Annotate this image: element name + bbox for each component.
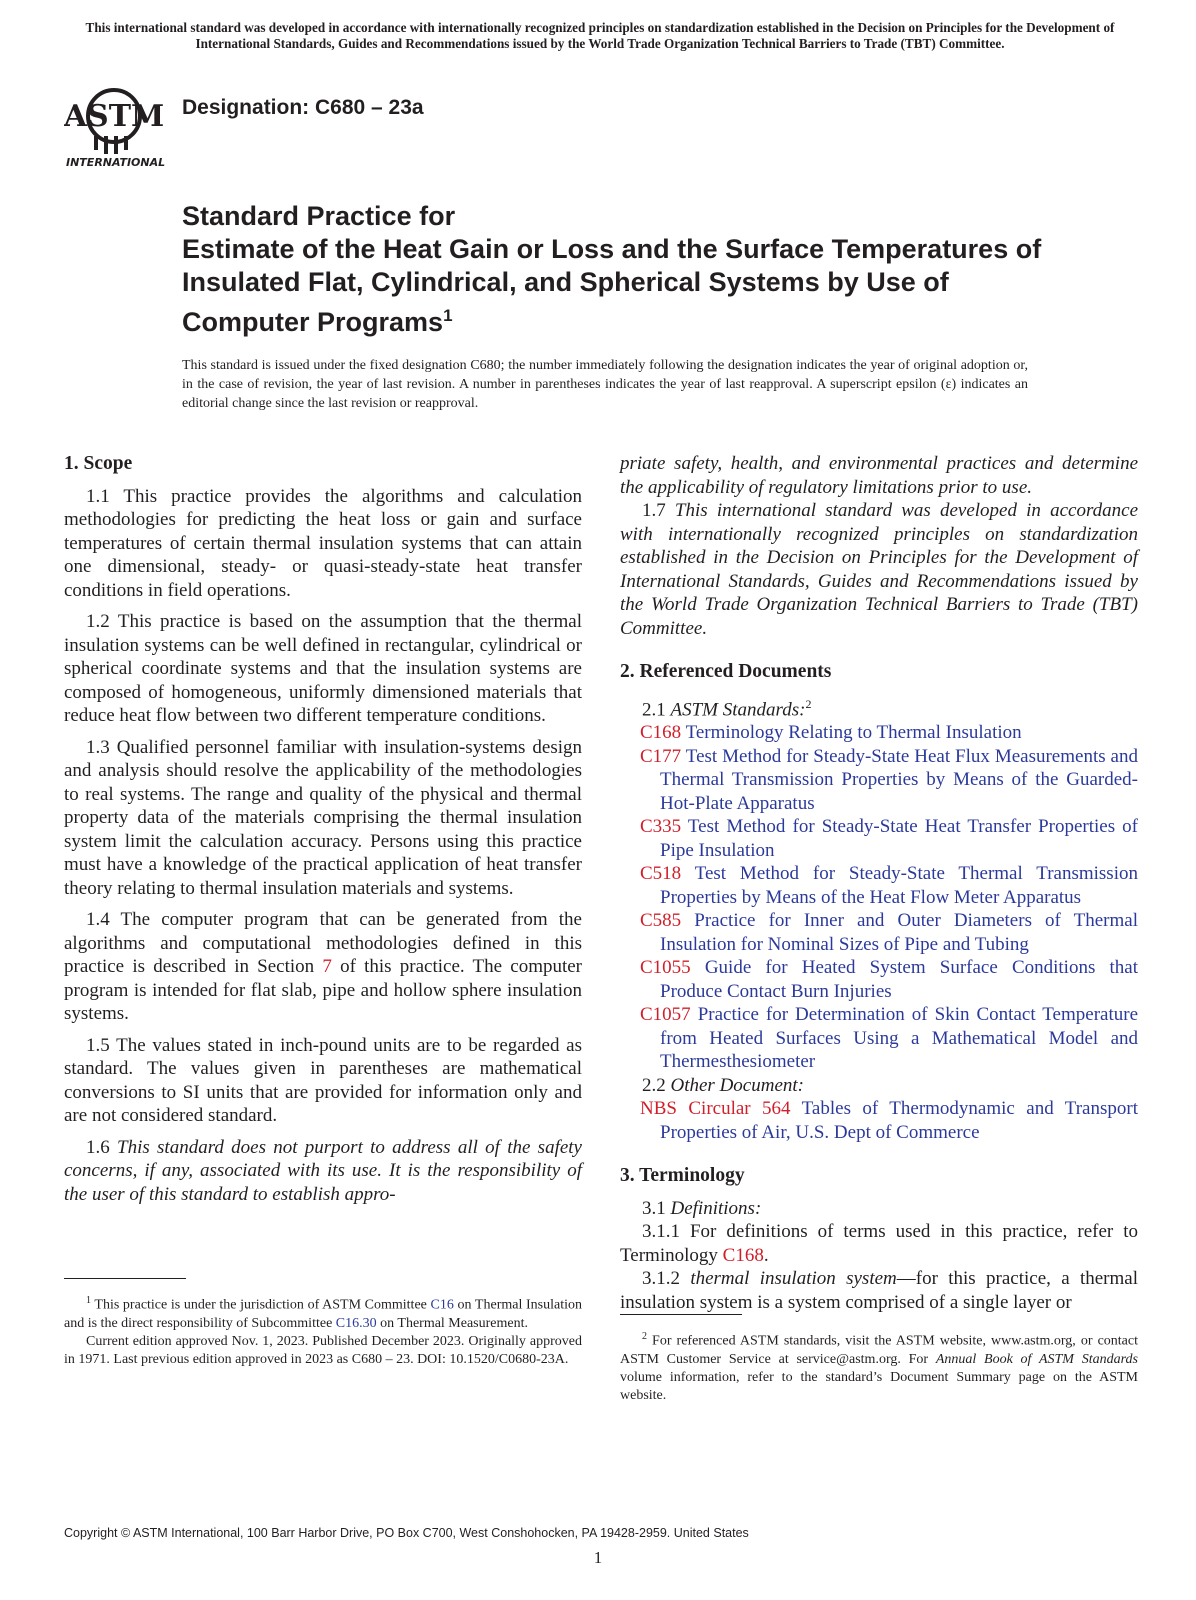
- para-1-6: [64, 1136, 582, 1207]
- reference-title[interactable]: Practice for Inner and Outer Diameters of Thermal Insulation for Nominal Sizes of Pipe and Tubing: [660, 910, 1138, 955]
- page-number: 1: [593, 1548, 603, 1567]
- subsection-2-2-title: Other Document:: [670, 1074, 804, 1096]
- footnote-1-text-c: on Thermal Measurement.: [376, 1315, 529, 1331]
- reference-code[interactable]: C1055: [640, 957, 691, 979]
- reference-item[interactable]: [620, 956, 1138, 1003]
- title-main: [182, 233, 1082, 339]
- para-3-1-2-number: 3.1.2: [642, 1268, 691, 1290]
- left-column: [64, 452, 582, 1214]
- para-1-4-text-end: of this practice. The computer program is intended for flat slab, pipe and hollow sphere insulation systems.: [64, 956, 583, 1024]
- svg-text:ASTM: ASTM: [64, 99, 165, 134]
- para-3-1-1: [620, 1220, 1138, 1267]
- footnote-2-mark-inline: 2: [642, 1331, 647, 1342]
- footnote-2-para: [620, 1328, 1138, 1405]
- reference-code[interactable]: C585: [640, 910, 682, 932]
- para-3-1-2: [620, 1267, 1138, 1314]
- para-3-1-1-text: 3.1.1 For definitions of terms used in this practice, refer to Terminology: [620, 1221, 1138, 1266]
- para-1-3: 1.3 Qualified personnel familiar with insulation-systems design and analysis should resolve the applicability of the methodologies to real systems. The range and quality of the physical and thermal property data of the materials comprising the thermal insulation system limit the calculation accuracy. Persons using this practice must have a knowledge of the practical application of heat transfer theory relating to thermal insulation materials and systems.: [64, 736, 582, 899]
- footnote-rule-left: [64, 1278, 186, 1279]
- para-3-1-1-end: .: [763, 1244, 769, 1266]
- reference-code[interactable]: C168: [640, 722, 682, 744]
- para-1-4-text: 1.4 The computer program that can be generated from the algorithms and computational methodologies defined in this practice is described in Section: [64, 909, 582, 977]
- footnote-2-mark[interactable]: 2: [805, 696, 812, 711]
- para-1-7-number: 1.7: [642, 500, 675, 521]
- subsection-2-1: [620, 693, 1138, 722]
- reference-item[interactable]: [620, 815, 1138, 862]
- designation: Designation: C680 – 23a: [182, 96, 424, 119]
- para-1-1: 1.1 This practice provides the algorithms and calculation methodologies for predicting the heat loss or gain and surface temperatures of certain thermal insulation systems that can attain one dimensional, steady- or quasi-steady-state heat transfer conditions in field operations.: [64, 485, 582, 601]
- reference-item[interactable]: [620, 721, 1138, 745]
- footnote-2-text-b: volume information, refer to the standard’s Document Summary page on the ASTM website.: [620, 1369, 1138, 1403]
- c168-link[interactable]: C168: [722, 1244, 764, 1266]
- footnote-1: [64, 1292, 582, 1369]
- reference-code[interactable]: C1057: [640, 1004, 691, 1026]
- para-1-6-text: This standard does not purport to address all of the safety concerns, if any, associated with its use. It is the responsibility of the user of this standard to establish appro-: [64, 1136, 582, 1205]
- section-heading-terminology: 3. Terminology: [620, 1165, 745, 1187]
- subsection-2-2-number: 2.2: [642, 1074, 671, 1096]
- astm-logo-icon: [64, 80, 174, 170]
- reference-title[interactable]: Guide for Heated System Surface Conditions that Produce Contact Burn Injuries: [660, 957, 1138, 1002]
- logo-text: INTERNATIONAL: [66, 156, 166, 169]
- para-1-4: [64, 908, 582, 1026]
- reference-list: [620, 721, 1138, 1074]
- reference-item[interactable]: [620, 745, 1138, 816]
- term-thermal-insulation-system: thermal insulation system: [690, 1268, 897, 1290]
- reference-title[interactable]: Test Method for Steady-State Heat Transfer Properties of Pipe Insulation: [660, 816, 1138, 861]
- subsection-2-1-number: 2.1: [642, 698, 671, 720]
- para-3-1-2-text: —for this practice, a thermal insulation system is a system comprised of a single layer or: [620, 1268, 1138, 1313]
- reference-code[interactable]: NBS Circular 564: [640, 1098, 791, 1120]
- reference-item-nbs[interactable]: [620, 1097, 1138, 1144]
- footnote-1-para-2: Current edition approved Nov. 1, 2023. Published December 2023. Originally approved in 1971. Last previous edition approved in 2023 as C680 – 23. DOI: 10.1520/C0680-23A.: [64, 1333, 582, 1367]
- footnote-2-book-title: Annual Book of ASTM Standards: [935, 1351, 1138, 1367]
- section-7-link[interactable]: 7: [322, 956, 332, 977]
- reference-code[interactable]: C335: [640, 816, 682, 838]
- footnote-2-text-a: For referenced ASTM standards, visit the ASTM website, www.astm.org, or contact ASTM Customer Service at service@astm.org. For: [620, 1333, 1138, 1367]
- footnote-1-text-b: on Thermal Insulation and is the direct responsibility of Subcommittee: [64, 1297, 582, 1331]
- reference-title[interactable]: Tables of Thermodynamic and Transport Properties of Air, U.S. Dept of Commerce: [660, 1098, 1138, 1143]
- reference-code[interactable]: C518: [640, 863, 682, 885]
- para-1-6-number: 1.6: [86, 1136, 118, 1158]
- subsection-2-2: [620, 1074, 1138, 1098]
- title-line1: Standard Practice for: [182, 201, 456, 231]
- reference-title[interactable]: Practice for Determination of Skin Contact Temperature from Heated Surfaces Using a Mathematical Model and Thermesthesiometer: [660, 1004, 1138, 1073]
- footnote-1-mark: 1: [86, 1295, 91, 1306]
- right-column: [620, 452, 1138, 1322]
- para-1-6-continued: priate safety, health, and environmental practices and determine the applicability of regulatory limitations prior to use.: [620, 453, 1138, 498]
- reference-title[interactable]: Test Method for Steady-State Thermal Transmission Properties by Means of the Heat Flow Meter Apparatus: [660, 863, 1138, 908]
- reference-item[interactable]: [620, 909, 1138, 956]
- issued-note: This standard is issued under the fixed designation C680; the number immediately following the designation indicates the year of original adoption or, in the case of revision, the year of last revision. A number in parentheses indicates the year of last reapproval. A superscript epsilon (ε) indicates an editorial change since the last revision or reapproval.: [182, 358, 1028, 411]
- para-1-7: [620, 499, 1138, 640]
- subsection-3-1-title: Definitions:: [670, 1197, 762, 1219]
- para-1-5: 1.5 The values stated in inch-pound units are to be regarded as standard. The values given in parentheses are mathematical conversions to SI units that are provided for information only and are not considered standard.: [64, 1034, 582, 1126]
- title-footnote-mark[interactable]: 1: [443, 306, 453, 325]
- committee-c16-link[interactable]: C16: [430, 1297, 454, 1313]
- copyright: Copyright © ASTM International, 100 Barr Harbor Drive, PO Box C700, West Conshohocken, PA 19428-2959. United States: [64, 1526, 749, 1540]
- subsection-3-1: [620, 1197, 1138, 1221]
- reference-item[interactable]: [620, 862, 1138, 909]
- subcommittee-c16-30-link[interactable]: C16.30: [335, 1315, 377, 1331]
- subsection-2-1-title: ASTM Standards:: [670, 698, 806, 720]
- document-title: [182, 200, 1082, 339]
- reference-item[interactable]: [620, 1003, 1138, 1074]
- reference-title[interactable]: Terminology Relating to Thermal Insulation: [681, 722, 1022, 744]
- subsection-3-1-number: 3.1: [642, 1197, 671, 1219]
- title-main-text: Estimate of the Heat Gain or Loss and the Surface Temperatures of Insulated Flat, Cylindrical, and Spherical Systems by Use of Computer Programs: [182, 234, 1042, 337]
- section-heading-referenced: 2. Referenced Documents: [620, 661, 832, 682]
- reference-title[interactable]: Test Method for Steady-State Heat Flux Measurements and Thermal Transmission Properties by Means of the Guarded-Hot-Plate Apparatus: [660, 745, 1138, 814]
- para-1-2: 1.2 This practice is based on the assumption that the thermal insulation systems can be well defined in rectangular, cylindrical or spherical coordinate systems and that the insulation systems are composed of homogeneous, uniformly dimensioned materials that reduce heat flow between two different temperature conditions.: [64, 611, 582, 726]
- reference-code[interactable]: C177: [640, 745, 682, 767]
- footnote-rule-right: [620, 1314, 742, 1315]
- top-note: This international standard was developed in accordance with internationally recognized principles on standardization established in the Decision on Principles for the Development of International Standards, Guides and Recommendations issued by the World Trade Organization Technical Barriers to Trade (TBT) Committee.: [85, 20, 1115, 51]
- footnote-1-para-1: [64, 1292, 582, 1333]
- section-heading-scope: 1. Scope: [64, 453, 133, 474]
- footnote-1-text-a: This practice is under the jurisdiction of ASTM Committee: [91, 1297, 431, 1313]
- para-1-7-text: This international standard was developed in accordance with internationally recognized principles on standardization established in the Decision on Principles for the Development of International Standards, Guides and Recommendations issued by the World Trade Organization Technical Barriers to Trade (TBT) Committee.: [620, 500, 1139, 639]
- footnote-2: [620, 1328, 1138, 1405]
